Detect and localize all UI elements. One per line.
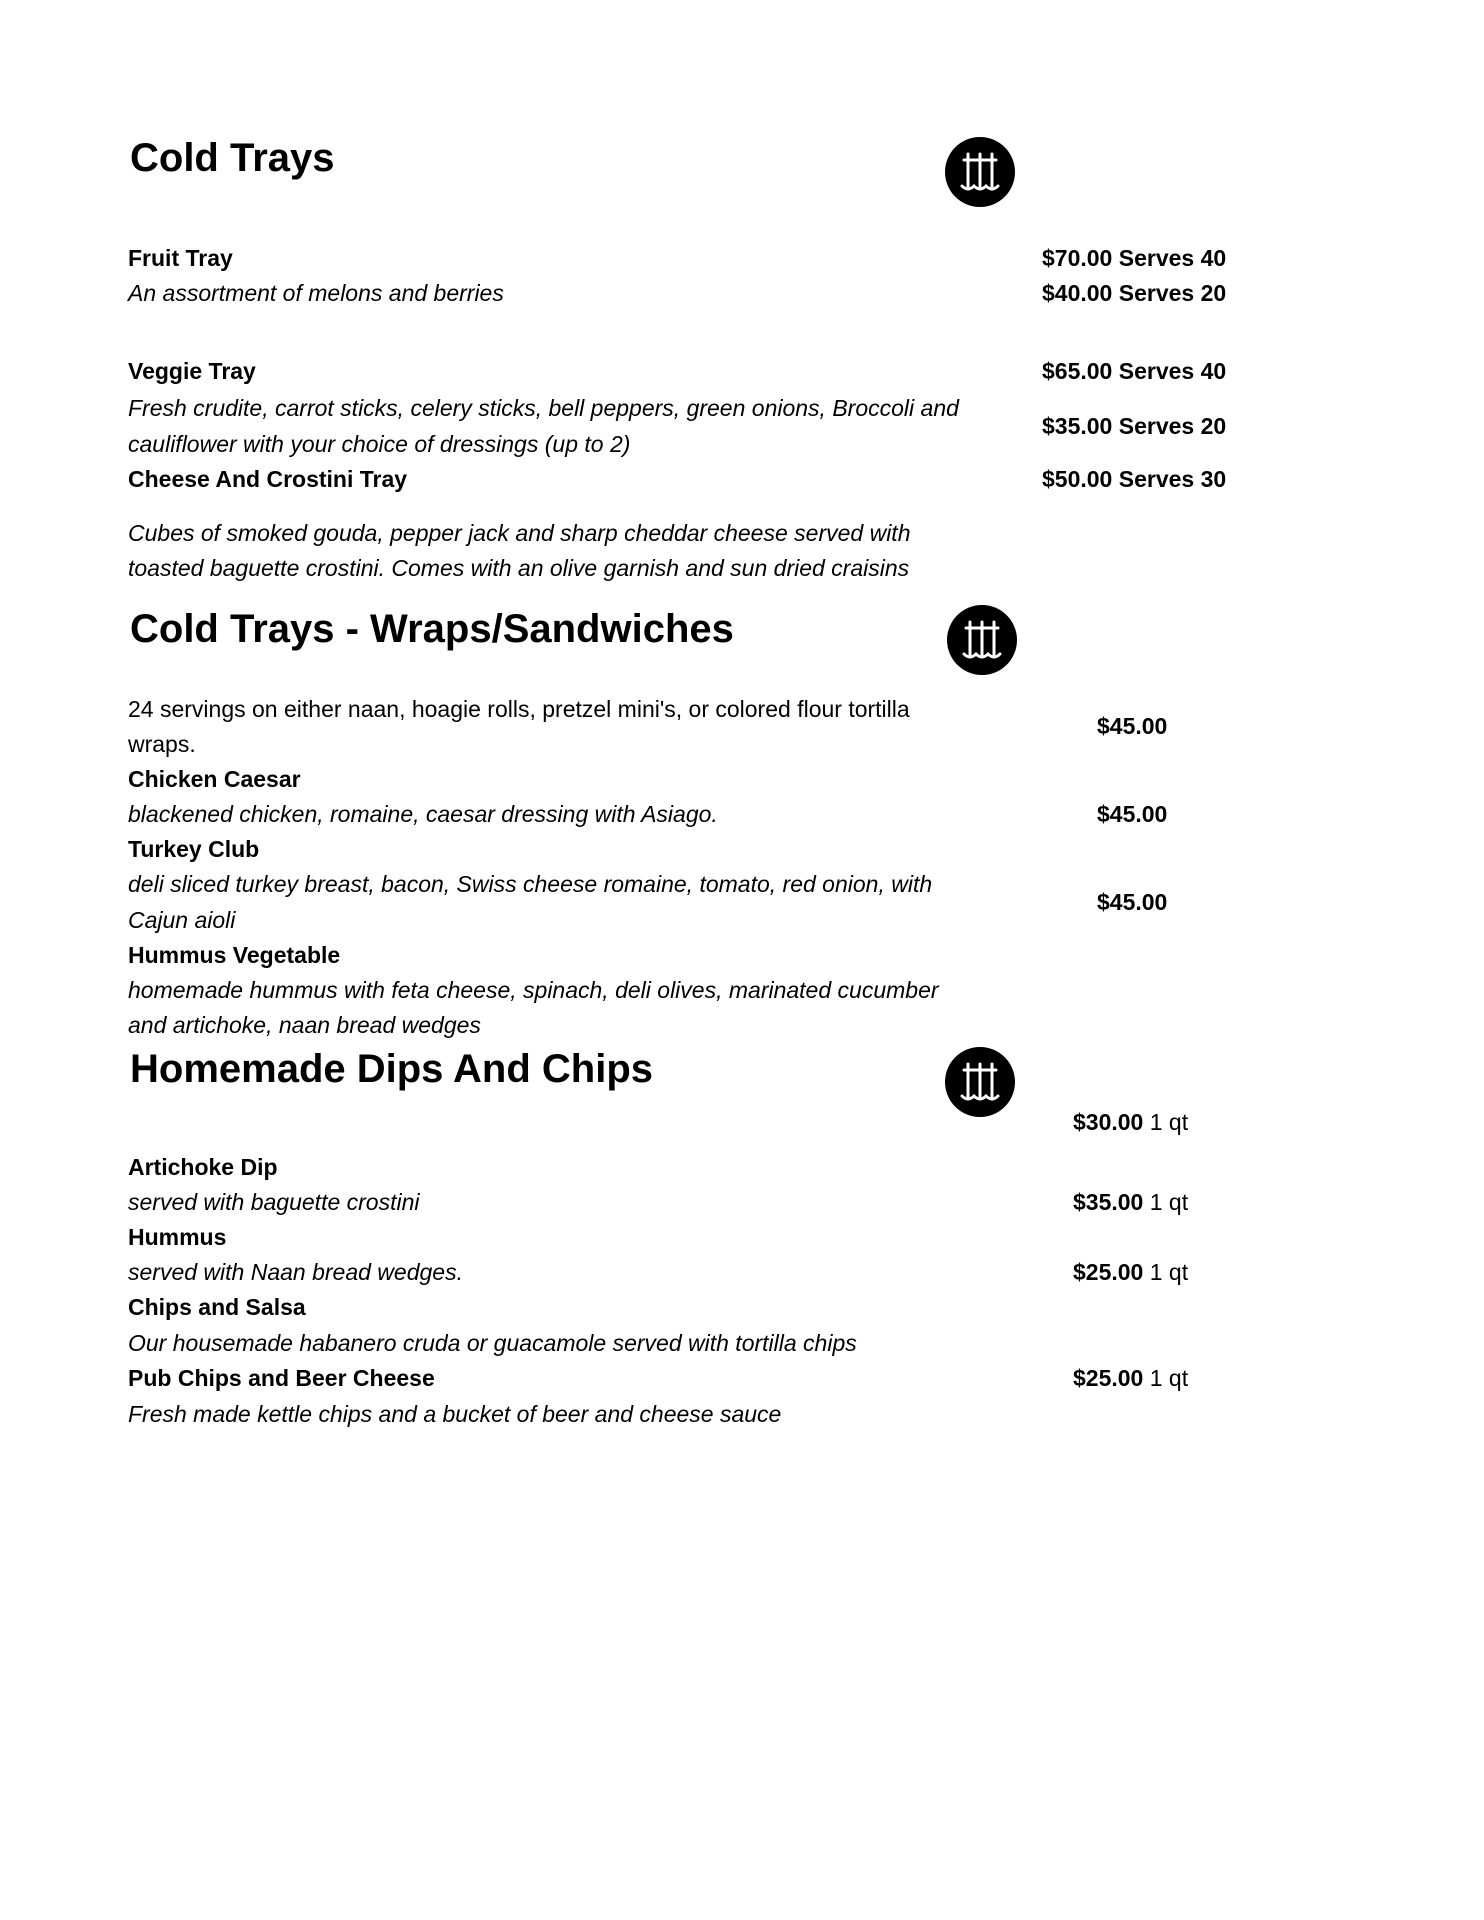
item-name-artichoke-dip: Artichoke Dip bbox=[128, 1154, 278, 1180]
item-desc-hummus: served with Naan bread wedges. bbox=[128, 1259, 463, 1285]
item-name-hummus-vegetable: Hummus Vegetable bbox=[128, 942, 341, 968]
item-desc-chips-salsa: Our housemade habanero cruda or guacamole served with tortilla chips bbox=[128, 1330, 857, 1356]
price-veggie-serves-40: $65.00 Serves 40 bbox=[1042, 358, 1227, 384]
item-name-fruit-tray: Fruit Tray bbox=[128, 245, 233, 271]
item-desc-veggie-tray-line1: Fresh crudite, carrot sticks, celery sticks, bell peppers, green onions, Broccoli and bbox=[128, 395, 959, 421]
item-name-veggie-tray: Veggie Tray bbox=[128, 358, 256, 384]
price-fruit-serves-40: $70.00 Serves 40 bbox=[1042, 245, 1227, 271]
item-name-turkey-club: Turkey Club bbox=[128, 836, 260, 862]
item-desc-cheese-line1: Cubes of smoked gouda, pepper jack and sharp cheddar cheese served with bbox=[128, 520, 911, 546]
section-heading-dips-chips: Homemade Dips And Chips bbox=[130, 1047, 654, 1091]
item-desc-turkey-line1: deli sliced turkey breast, bacon, Swiss cheese romaine, tomato, red onion, with bbox=[128, 871, 933, 897]
item-desc-chicken-caesar: blackened chicken, romaine, caesar dressing with Asiago. bbox=[128, 801, 718, 827]
price-wraps-3: $45.00 bbox=[1097, 889, 1168, 915]
price-wraps-2: $45.00 bbox=[1097, 801, 1168, 827]
section-heading-cold-trays: Cold Trays bbox=[130, 136, 335, 180]
item-desc-turkey-line2: Cajun aioli bbox=[128, 907, 236, 933]
item-name-cheese-crostini-tray: Cheese And Crostini Tray bbox=[128, 466, 408, 492]
item-name-chips-salsa: Chips and Salsa bbox=[128, 1294, 306, 1320]
price-dips-3: $25.00 1 qt bbox=[1073, 1259, 1189, 1285]
item-desc-hummus-veg-line1: homemade hummus with feta cheese, spinach, deli olives, marinated cucumber bbox=[128, 977, 939, 1003]
price-dips-4: $25.00 1 qt bbox=[1073, 1365, 1189, 1391]
price-veggie-serves-20: $35.00 Serves 20 bbox=[1042, 413, 1227, 439]
item-desc-cheese-line2: toasted baguette crostini. Comes with an olive garnish and sun dried craisins bbox=[128, 555, 910, 581]
wraps-intro-line1: 24 servings on either naan, hoagie rolls, pretzel mini's, or colored flour tortilla bbox=[128, 696, 910, 722]
item-desc-fruit-tray: An assortment of melons and berries bbox=[128, 280, 504, 306]
item-desc-veggie-tray-line2: cauliflower with your choice of dressings (up to 2) bbox=[128, 431, 631, 457]
item-name-pub-chips: Pub Chips and Beer Cheese bbox=[128, 1365, 435, 1391]
section-heading-wraps-sandwiches: Cold Trays - Wraps/Sandwiches bbox=[130, 607, 734, 651]
item-desc-artichoke-dip: served with baguette crostini bbox=[128, 1189, 420, 1215]
bar-logo-icon bbox=[944, 1046, 1016, 1118]
price-dips-2: $35.00 1 qt bbox=[1073, 1189, 1189, 1215]
bar-logo-icon bbox=[946, 604, 1018, 676]
bar-logo-icon bbox=[944, 136, 1016, 208]
price-cheese-serves-30: $50.00 Serves 30 bbox=[1042, 466, 1227, 492]
price-dips-1: $30.00 1 qt bbox=[1073, 1109, 1189, 1135]
item-name-chicken-caesar: Chicken Caesar bbox=[128, 766, 301, 792]
item-name-hummus: Hummus bbox=[128, 1224, 227, 1250]
wraps-intro-line2: wraps. bbox=[128, 731, 196, 757]
price-wraps-1: $45.00 bbox=[1097, 713, 1168, 739]
item-desc-pub-chips: Fresh made kettle chips and a bucket of beer and cheese sauce bbox=[128, 1401, 782, 1427]
item-desc-hummus-veg-line2: and artichoke, naan bread wedges bbox=[128, 1012, 481, 1038]
price-fruit-serves-20: $40.00 Serves 20 bbox=[1042, 280, 1227, 306]
